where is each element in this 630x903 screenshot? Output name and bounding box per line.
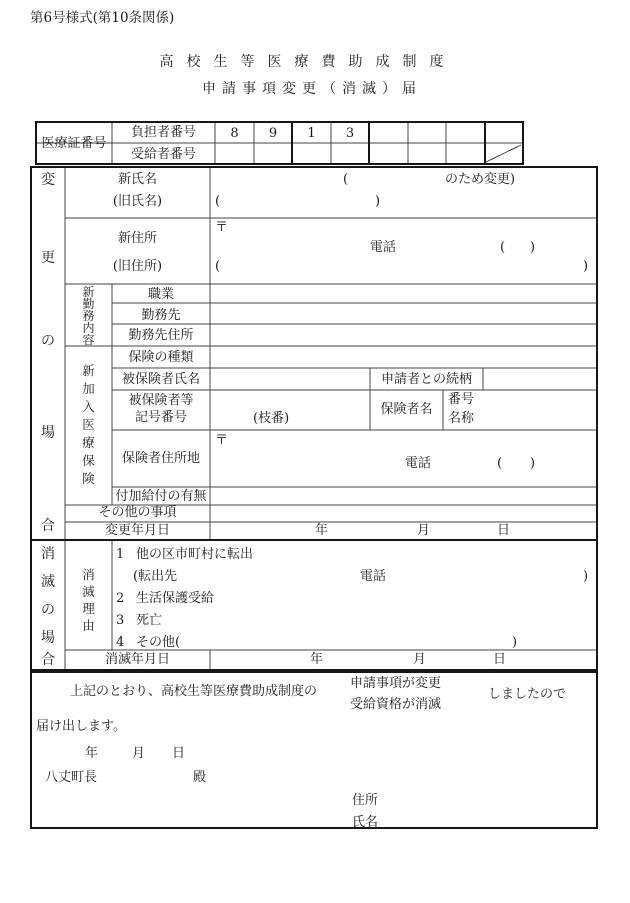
transfer-destination-open: (転出先 [133,569,178,584]
insurer-postal-mark: 〒 [215,433,229,448]
change-side-label-char: 変 [41,172,55,188]
reason-item1-number: 1 [116,547,125,562]
declaration-line1-suffix: しましたので [488,687,567,702]
footer-date-year: 年 [85,746,99,761]
change-date-month: 月 [417,523,431,538]
branch-number-note: (枝番) [253,411,290,426]
occupation-label: 職業 [147,287,174,302]
insurance-group-label: 新 加 入 医 療 保 険 [82,363,95,486]
insurer-address-label: 保険者住所地 [121,451,200,466]
extinction-date-day: 日 [493,652,507,667]
additional-benefit-label: 付加給付の有無 [115,489,207,504]
insured-name-label: 被保険者氏名 [121,372,200,387]
insurer-label: 保険者名 [380,402,433,417]
insurer-number-label: 番号 [448,392,475,407]
change-side-label-char: 場 [41,425,55,441]
declaration-case-change: 申請事項が変更 [350,676,442,691]
old-name-close-paren: ) [375,194,381,209]
extinction-reason-label: 消 滅 理 由 [82,567,95,633]
footer-date-day: 日 [172,746,186,761]
name-reason-open-paren: ( [343,172,349,187]
payer-digit-cell: 9 [268,126,278,141]
address-tel-label: 電話 [370,240,397,255]
declaration-line2: 届け出します。 [36,719,126,734]
change-date-day: 日 [497,523,511,538]
new-name-label: 新氏名 [117,172,157,187]
form-title-line2: 申請事項変更（消滅）届 [202,81,422,97]
reason-item2-number: 2 [116,591,125,606]
address-tel-open-paren: ( [500,240,506,255]
addressee-mayor: 八丈町長 [45,770,98,785]
change-side-label-char: 合 [41,518,55,534]
footer-date-month: 月 [132,746,146,761]
medical-cert-number-label: 医療証番号 [41,136,107,151]
extinction-side-label-char: 合 [41,652,55,668]
change-date-label: 変更年月日 [104,523,170,538]
reason-item1-text: 他の区市町村に転出 [136,547,254,562]
applicant-address-label: 住所 [352,793,379,808]
transfer-close-paren: ) [583,569,589,584]
relation-label: 申請者との続柄 [380,372,472,387]
work-group-label: 新 勤 務 内 容 [82,285,95,347]
change-side-label-char: の [41,333,55,349]
other-matters-label: その他の事項 [98,505,177,520]
insurer-tel-close-paren: ) [530,456,536,471]
reason-item3-number: 3 [116,613,125,628]
form-number: 第6号様式(第10条関係) [30,10,175,26]
insurance-type-label: 保険の種類 [128,350,194,365]
old-address-open-paren: ( [215,259,221,274]
applicant-name-label: 氏名 [352,815,379,830]
payer-number-label: 負担者番号 [130,125,196,140]
payer-digit-cell: 1 [307,126,316,141]
payer-digit-cell: 8 [230,126,239,141]
extinction-side-label-char: の [41,602,55,618]
employer-address-label: 勤務先住所 [128,328,194,343]
insurer-name-label: 名称 [448,411,475,426]
extinction-date-month: 月 [413,652,427,667]
change-side-label-char: 更 [41,250,55,266]
extinction-date-year: 年 [310,652,324,667]
insurer-tel-label: 電話 [405,456,432,471]
payer-digit-cell: 3 [345,126,355,141]
reason-item2-text: 生活保護受給 [136,591,215,606]
extinction-side-label-char: 滅 [41,574,55,590]
reason-item4-number: 4 [116,635,125,650]
declaration-line1: 上記のとおり、高校生等医療費助成制度の [70,684,318,699]
extinction-side-label-char: 消 [41,546,55,562]
old-name-label: (旧氏名) [112,194,163,209]
change-date-year: 年 [315,523,329,538]
new-address-label: 新住所 [117,231,157,246]
old-address-label: (旧住所) [112,259,163,274]
transfer-tel-label: 電話 [360,569,387,584]
extinction-side-label-char: 場 [41,630,55,646]
old-name-open-paren: ( [215,194,221,209]
address-tel-close-paren: ) [530,240,536,255]
reason-item4-text: その他( [136,635,181,650]
reason-item3-text: 死亡 [136,613,163,628]
postal-mark: 〒 [215,220,229,235]
recipient-number-label: 受給者番号 [130,147,196,162]
employer-label: 勤務先 [141,308,181,323]
addressee-honorific: 殿 [193,770,207,785]
reason-item4-close-paren: ) [512,635,518,650]
declaration-case-extinct: 受給資格が消滅 [350,697,442,712]
insured-symbol-label-line2: 記号番号 [134,410,187,425]
insured-symbol-label-line1: 被保険者等 [128,393,194,408]
form-title-line1: 高校生等医療費助成制度 [159,54,457,70]
insurer-tel-open-paren: ( [497,456,503,471]
old-address-close-paren: ) [583,259,589,274]
extinction-date-label: 消滅年月日 [104,652,170,667]
name-reason-suffix: のため変更) [445,172,516,187]
